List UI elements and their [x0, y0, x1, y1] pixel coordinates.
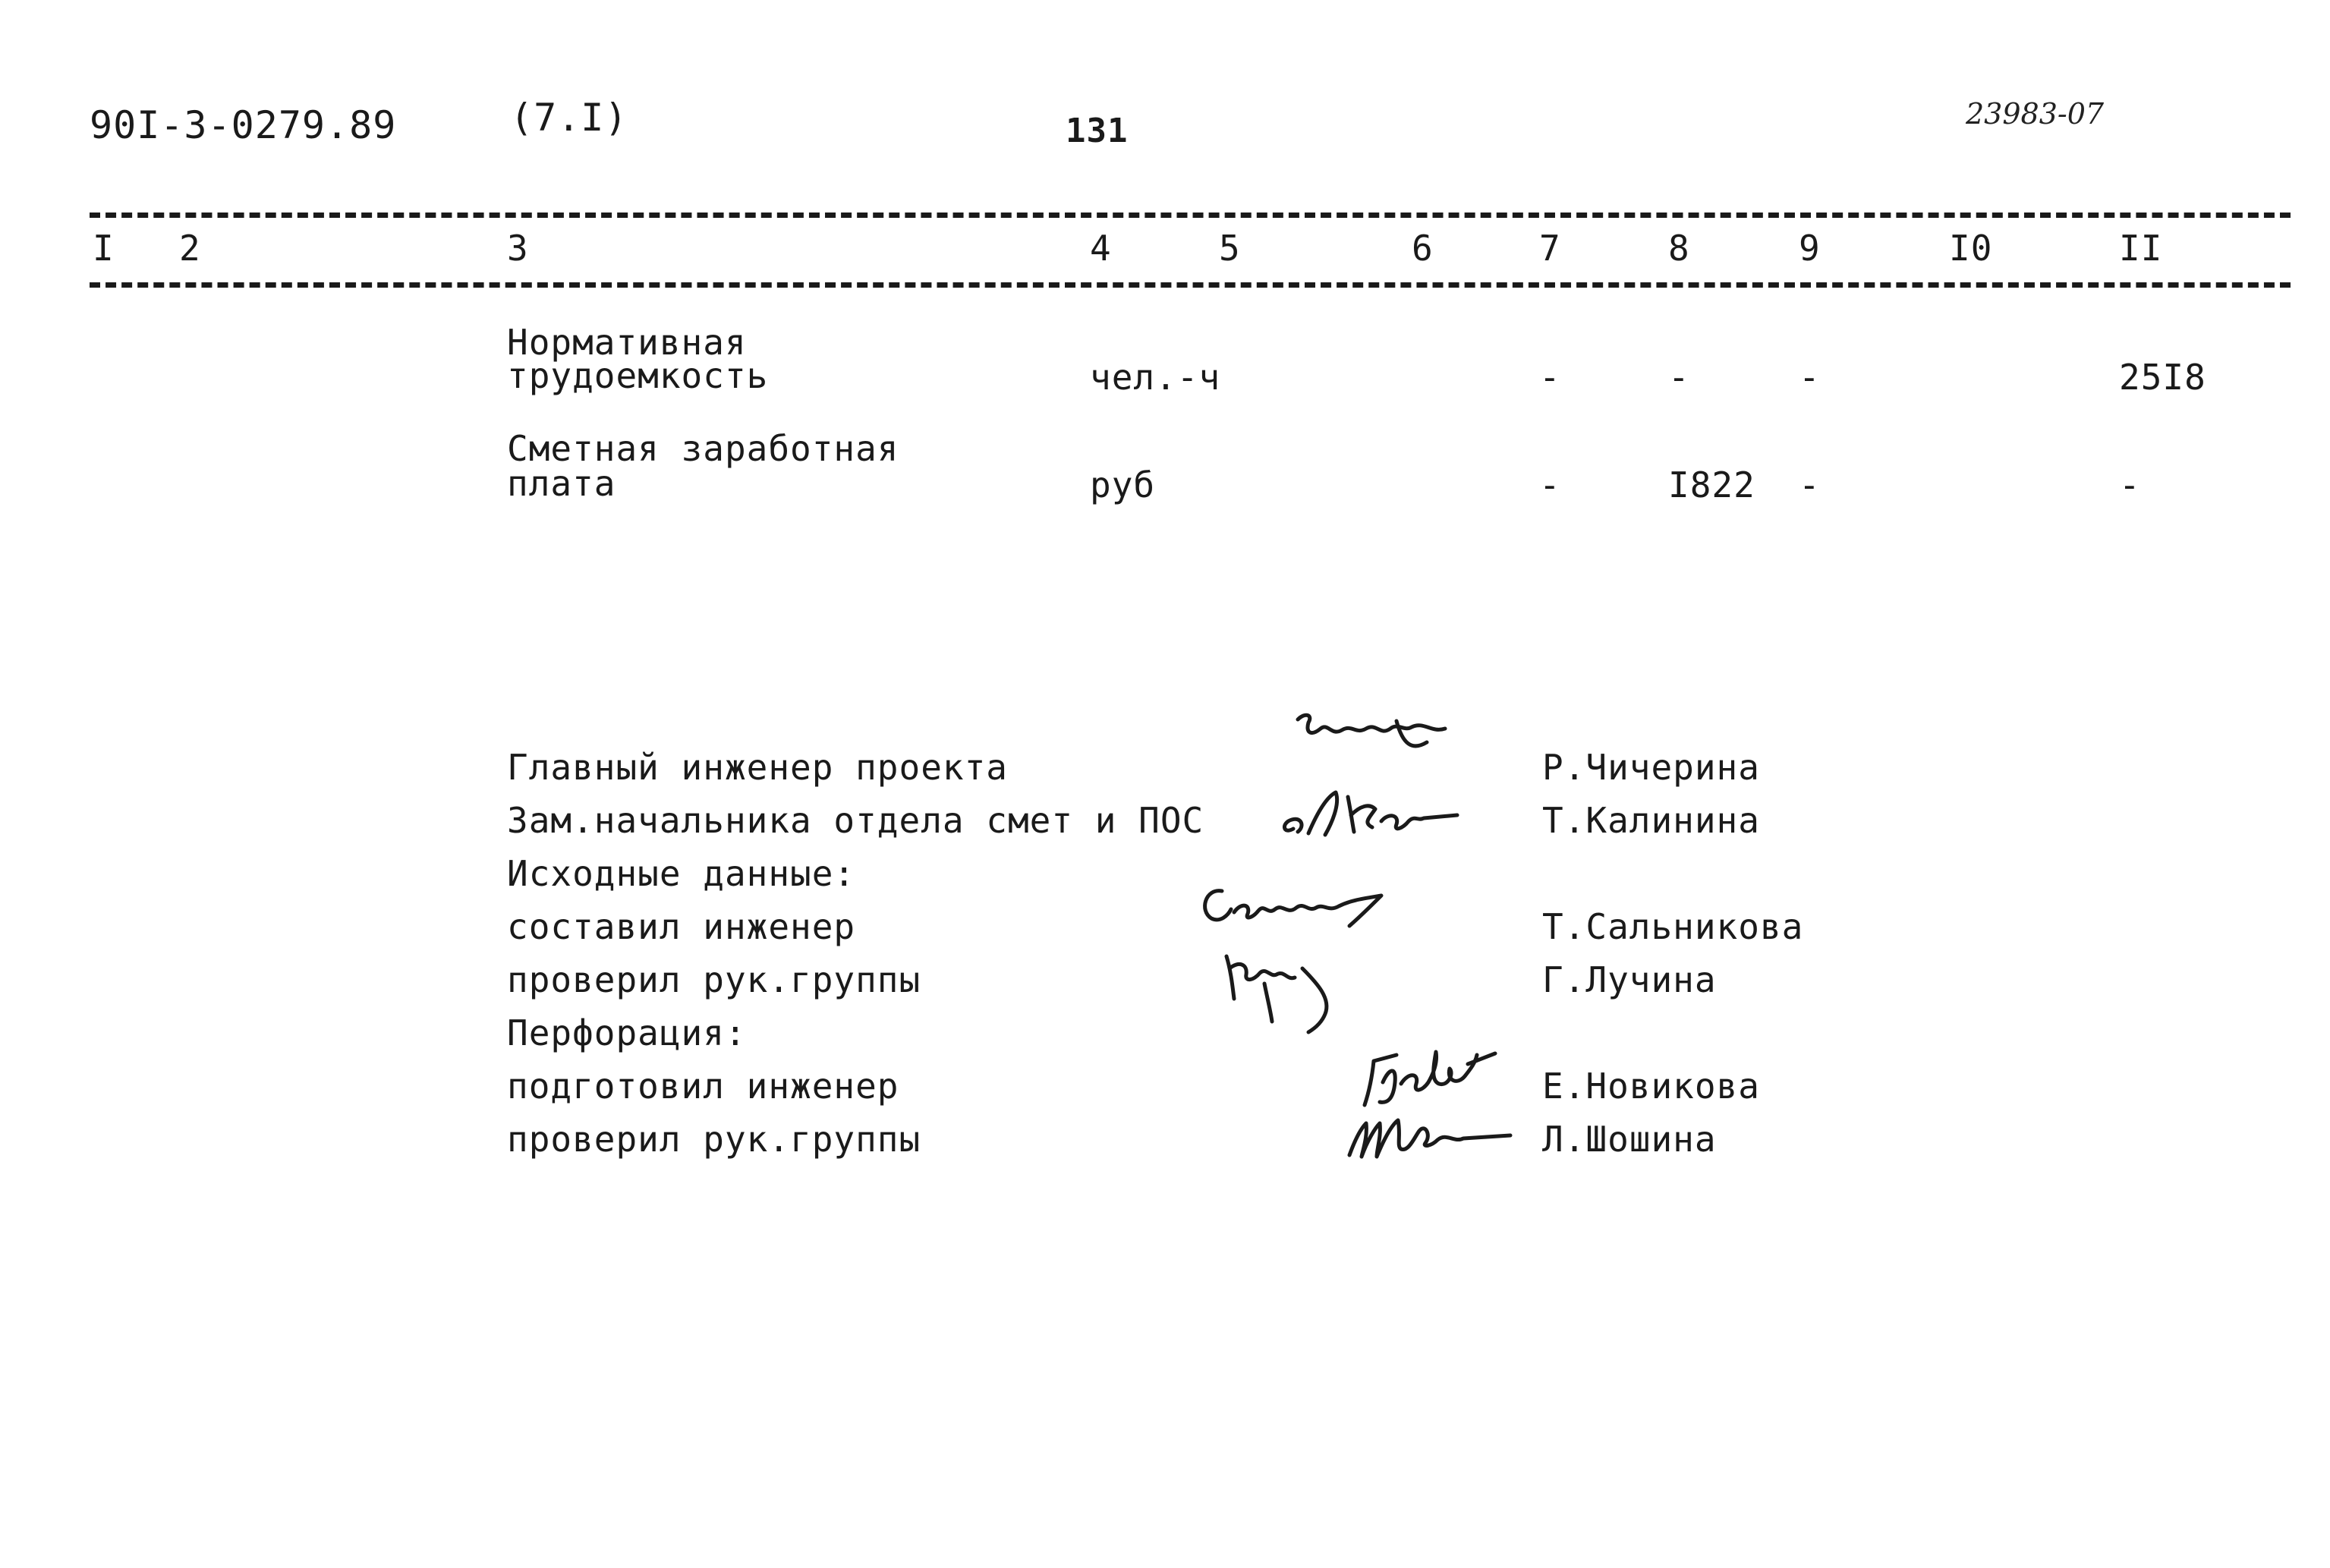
column-header-5: 5 — [1219, 228, 1241, 269]
row1-col8: - — [1668, 357, 1690, 398]
handwritten-signature-4 — [1211, 938, 1348, 1044]
handwritten-signature-2 — [1275, 782, 1472, 850]
column-header-3: 3 — [507, 228, 529, 269]
document-code: 90I-3-0279.89 — [90, 103, 397, 147]
column-header-11: II — [2119, 228, 2163, 269]
row1-name-line2: трудоемкость — [507, 355, 769, 396]
row2-name-line2: плата — [507, 463, 616, 504]
row1-unit: чел.-ч — [1090, 357, 1221, 398]
signature-role-2: Зам.начальника отдела смет и ПОС — [507, 800, 1204, 841]
signature-role-6: Перфорация: — [507, 1012, 747, 1053]
row1-name-line1: Нормативная — [507, 322, 747, 363]
inventory-number: 23983-07 — [1966, 97, 2105, 131]
signatory-name-7: Е.Новикова — [1542, 1066, 1760, 1107]
column-header-4: 4 — [1090, 228, 1112, 269]
column-header-10: I0 — [1949, 228, 1993, 269]
column-header-1: I — [93, 228, 115, 269]
row2-col8: I822 — [1668, 464, 1755, 505]
table-top-rule — [90, 213, 2291, 218]
signatory-name-2: Т.Калинина — [1542, 800, 1760, 841]
section-number: (7.I) — [510, 96, 628, 140]
signature-role-5: проверил рук.группы — [507, 959, 921, 1000]
column-header-6: 6 — [1412, 228, 1434, 269]
column-header-9: 9 — [1799, 228, 1821, 269]
page-number: 131 — [1066, 112, 1129, 150]
row2-name-line1: Сметная заработная — [507, 428, 899, 469]
column-header-7: 7 — [1539, 228, 1561, 269]
row1-col9: - — [1799, 357, 1821, 398]
handwritten-signature-1 — [1283, 706, 1465, 767]
row2-col7: - — [1539, 464, 1561, 505]
signatory-name-5: Г.Лучина — [1542, 959, 1717, 1000]
handwritten-signature-6 — [1328, 1100, 1541, 1169]
row1-col7: - — [1539, 357, 1561, 398]
row1-col11: 25I8 — [2119, 357, 2206, 398]
signature-role-7: подготовил инженер — [507, 1066, 899, 1107]
row2-col11: - — [2119, 464, 2141, 505]
table-header-rule — [90, 282, 2291, 288]
signatory-name-4: Т.Сальникова — [1542, 906, 1804, 947]
signature-role-8: проверил рук.группы — [507, 1119, 921, 1160]
signature-role-3: Исходные данные: — [507, 853, 856, 894]
column-header-2: 2 — [179, 228, 201, 269]
signature-role-1: Главный инженер проекта — [507, 747, 1008, 788]
signatory-name-8: Л.Шошина — [1542, 1119, 1717, 1160]
row2-col9: - — [1799, 464, 1821, 505]
row2-unit: руб — [1090, 464, 1156, 505]
signature-role-4: составил инженер — [507, 906, 856, 947]
handwritten-signature-3 — [1192, 873, 1419, 941]
column-header-8: 8 — [1668, 228, 1690, 269]
signatory-name-1: Р.Чичерина — [1542, 747, 1760, 788]
